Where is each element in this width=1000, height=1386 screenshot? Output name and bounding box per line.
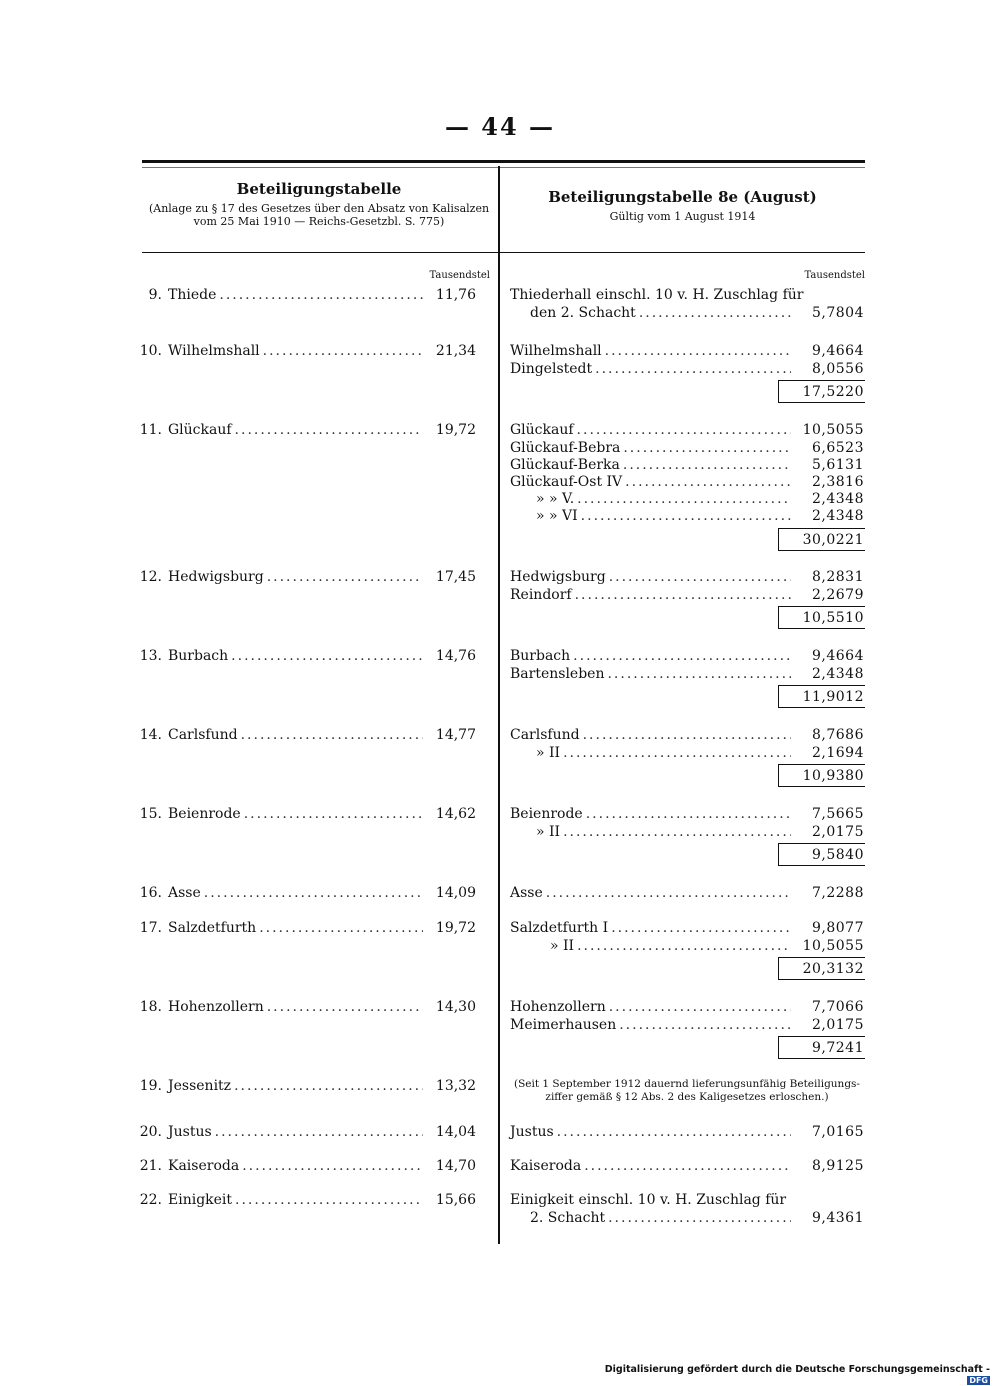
row-number: 20.: [139, 1124, 162, 1140]
right-row: [510, 361, 864, 379]
left-row: [136, 999, 476, 1017]
mine-name: Wilhelmshall: [510, 343, 602, 359]
dfg-logo: DFG: [969, 1376, 988, 1385]
row-number: 12.: [139, 569, 162, 585]
sum-rule: [778, 550, 865, 551]
left-row: [136, 1078, 476, 1096]
top-rule: [142, 160, 865, 163]
mine-value: 2,1694: [812, 745, 864, 761]
mine-value: 2,3816: [812, 474, 864, 490]
mine-name: » II: [536, 824, 561, 840]
mine-name: Bartensleben: [510, 666, 605, 682]
mine-value: 19,72: [435, 422, 476, 438]
mine-name: Beienrode: [168, 806, 241, 822]
mine-value: 5,6131: [812, 457, 864, 473]
mine-name: Asse: [510, 885, 543, 901]
right-row: [510, 885, 864, 903]
right-row: [510, 938, 864, 956]
left-row: [136, 727, 476, 745]
left-row: [136, 1124, 476, 1142]
right-row: [510, 1158, 864, 1176]
right-row: [510, 727, 864, 745]
right-row: [510, 440, 864, 458]
mine-name: » » VI: [536, 508, 578, 524]
row-number: 11.: [139, 422, 162, 438]
mine-value: 14,09: [435, 885, 476, 901]
right-row: [530, 1210, 864, 1228]
right-row: [510, 920, 864, 938]
left-unit-label: Tausendstel: [429, 270, 490, 281]
mine-name: Dingelstedt: [510, 361, 593, 377]
sum-value: 10,9380: [802, 768, 864, 784]
right-row: [510, 745, 864, 763]
row-number: 9.: [148, 287, 162, 303]
left-row: [136, 920, 476, 938]
mine-value: 9,8077: [812, 920, 864, 936]
note-line-2: ziffer gemäß § 12 Abs. 2 des Kaligesetzes erloschen.): [545, 1091, 829, 1103]
left-row: [136, 569, 476, 587]
mine-name: Burbach: [168, 648, 229, 664]
mine-value: 5,7804: [812, 305, 864, 321]
mine-value: 17,45: [435, 569, 476, 585]
right-row: [530, 305, 864, 323]
mine-value: 2,4348: [812, 491, 864, 507]
mine-name: 2. Schacht: [530, 1210, 606, 1226]
left-row: [136, 648, 476, 666]
mine-name: Wilhelmshall: [168, 343, 260, 359]
mine-name: Reindorf: [510, 587, 572, 603]
mine-value: 2,4348: [812, 666, 864, 682]
right-header: [500, 188, 865, 223]
mine-value: 14,77: [435, 727, 476, 743]
mine-name: » » V.: [536, 491, 575, 507]
sum-rule: [778, 979, 865, 980]
mine-value: 14,70: [435, 1158, 476, 1174]
sum-value: 9,5840: [812, 847, 864, 863]
mine-value: 11,76: [435, 287, 476, 303]
right-row: [510, 1124, 864, 1142]
left-header-subtitle-1: (Anlage zu § 17 des Gesetzes über den Absatz von Kalisalzen: [148, 202, 490, 215]
sum-value: 9,7241: [812, 1040, 864, 1056]
mine-value: 2,2679: [812, 587, 864, 603]
sum-rule: [778, 380, 865, 381]
mine-value: 10,5055: [802, 422, 864, 438]
sum-rule: [778, 957, 865, 958]
row-number: 17.: [139, 920, 162, 936]
left-row: [136, 1158, 476, 1176]
mine-name: Glückauf-Bebra: [510, 440, 621, 456]
mine-name: Kaiseroda: [510, 1158, 582, 1174]
mine-value: 10,5055: [802, 938, 864, 954]
right-header-title: Beteiligungstabelle 8e (August): [548, 188, 817, 206]
sum-rule: [778, 1036, 865, 1037]
mine-name: Einigkeit einschl. 10 v. H. Zuschlag für: [510, 1192, 787, 1208]
jessenitz-note: [510, 1078, 864, 1104]
mine-value: 14,04: [435, 1124, 476, 1140]
mine-value: 2,0175: [812, 824, 864, 840]
right-row: [510, 1017, 864, 1035]
mine-name: Justus: [510, 1124, 554, 1140]
sum-rule: [778, 764, 865, 765]
top-rule-thin: [142, 167, 865, 168]
mine-name: » II: [536, 745, 561, 761]
mine-value: 2,0175: [812, 1017, 864, 1033]
left-header: [142, 180, 496, 228]
mine-name: den 2. Schacht: [530, 305, 636, 321]
mine-value: 9,4664: [812, 648, 864, 664]
right-row: [510, 806, 864, 824]
mine-name: Burbach: [510, 648, 571, 664]
right-row: [510, 569, 864, 587]
right-row: [510, 508, 864, 526]
row-number: 13.: [139, 648, 162, 664]
sum-rule: [778, 843, 865, 844]
mine-value: 8,9125: [812, 1158, 864, 1174]
sum-value: 20,3132: [802, 961, 864, 977]
mine-name: Jessenitz: [168, 1078, 232, 1094]
note-line-1: (Seit 1 September 1912 dauernd lieferungsunfähig Beteiligungs-: [514, 1078, 860, 1090]
sum-rule: [778, 865, 865, 866]
right-row: [510, 343, 864, 361]
mine-value: 9,4361: [812, 1210, 864, 1226]
sum-value: 30,0221: [802, 532, 864, 548]
mine-name: Thiede: [168, 287, 217, 303]
right-row: [510, 824, 864, 842]
right-row: [510, 666, 864, 684]
mine-value: 13,32: [435, 1078, 476, 1094]
mine-value: 8,7686: [812, 727, 864, 743]
right-unit-label: Tausendstel: [804, 270, 865, 281]
mine-name: Glückauf-Ost IV: [510, 474, 623, 490]
left-row: [136, 1192, 476, 1210]
mine-name: Thiederhall einschl. 10 v. H. Zuschlag für: [510, 287, 804, 303]
mine-value: 21,34: [435, 343, 476, 359]
mine-name: Hedwigsburg: [510, 569, 606, 585]
sum-value: 17,5220: [802, 384, 864, 400]
mine-value: 14,76: [435, 648, 476, 664]
mine-name: Salzdetfurth I: [510, 920, 609, 936]
sum-rule: [778, 402, 865, 403]
mine-value: 7,7066: [812, 999, 864, 1015]
mine-name: Einigkeit: [168, 1192, 233, 1208]
left-row: [136, 422, 476, 440]
right-row: [510, 1192, 864, 1210]
row-number: 19.: [139, 1078, 162, 1094]
mine-name: Meimerhausen: [510, 1017, 617, 1033]
mine-name: Salzdetfurth: [168, 920, 257, 936]
left-row: [136, 885, 476, 903]
mine-name: » II: [550, 938, 575, 954]
right-row: [510, 474, 864, 492]
left-header-subtitle-2: vom 25 Mai 1910 — Reichs-Gesetzbl. S. 775): [193, 215, 445, 228]
mine-value: 8,0556: [812, 361, 864, 377]
left-row: [136, 287, 476, 305]
mine-value: 8,2831: [812, 569, 864, 585]
mine-name: Hohenzollern: [510, 999, 606, 1015]
right-row: [510, 457, 864, 475]
right-row: [510, 587, 864, 605]
mine-value: 9,4664: [812, 343, 864, 359]
row-number: 16.: [139, 885, 162, 901]
sum-rule: [778, 606, 865, 607]
footer-text: Digitalisierung gefördert durch die Deutsche Forschungsgemeinschaft -: [604, 1364, 990, 1375]
mine-name: Beienrode: [510, 806, 583, 822]
sum-value: 10,5510: [802, 610, 864, 626]
sum-rule: [778, 685, 865, 686]
sum-rule: [778, 707, 865, 708]
mine-name: Hohenzollern: [168, 999, 264, 1015]
left-row: [136, 343, 476, 361]
mine-name: Glückauf-Berka: [510, 457, 620, 473]
right-row: [510, 422, 864, 440]
row-number: 18.: [139, 999, 162, 1015]
row-number: 10.: [139, 343, 162, 359]
row-number: 15.: [139, 806, 162, 822]
sum-rule: [778, 1058, 865, 1059]
sum-rule: [778, 528, 865, 529]
page-number: — 44 —: [444, 112, 556, 141]
mine-value: 14,30: [435, 999, 476, 1015]
right-row: [510, 999, 864, 1017]
row-number: 14.: [139, 727, 162, 743]
mine-value: 14,62: [435, 806, 476, 822]
mine-value: 15,66: [435, 1192, 476, 1208]
mine-value: 7,5665: [812, 806, 864, 822]
mine-name: Hedwigsburg: [168, 569, 264, 585]
mine-name: Glückauf: [168, 422, 232, 438]
column-divider: [498, 166, 500, 1244]
mine-name: Glückauf: [510, 422, 574, 438]
mine-name: Carlsfund: [510, 727, 580, 743]
mine-name: Justus: [168, 1124, 212, 1140]
mine-value: 7,0165: [812, 1124, 864, 1140]
row-number: 22.: [139, 1192, 162, 1208]
right-row: [510, 491, 864, 509]
sum-rule: [778, 786, 865, 787]
mine-name: Asse: [168, 885, 201, 901]
mine-value: 6,6523: [812, 440, 864, 456]
right-row: [510, 287, 864, 305]
mine-value: 19,72: [435, 920, 476, 936]
mine-name: Kaiseroda: [168, 1158, 240, 1174]
left-row: [136, 806, 476, 824]
mine-value: 2,4348: [812, 508, 864, 524]
sum-rule: [778, 628, 865, 629]
header-rule: [142, 252, 865, 253]
mine-name: Carlsfund: [168, 727, 238, 743]
mine-value: 7,2288: [812, 885, 864, 901]
right-header-subtitle: Gültig vom 1 August 1914: [609, 210, 756, 223]
right-row: [510, 648, 864, 666]
sum-value: 11,9012: [802, 689, 864, 705]
left-header-title: Beteiligungstabelle: [236, 180, 402, 198]
row-number: 21.: [139, 1158, 162, 1174]
